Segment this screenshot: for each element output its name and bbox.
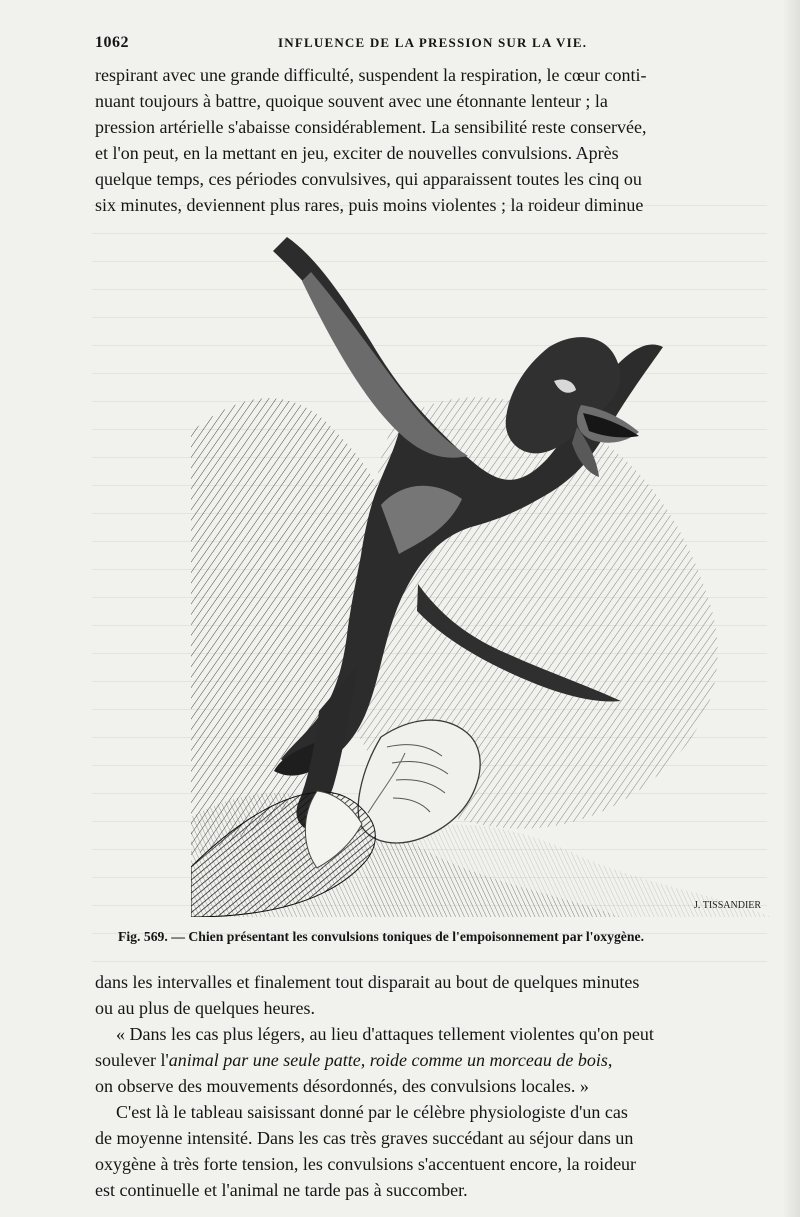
bottom-paragraphs bbox=[95, 969, 760, 1203]
text-line: est continuelle et l'animal ne tarde pas à succomber. bbox=[95, 1180, 468, 1200]
page-number: 1062 bbox=[95, 34, 129, 51]
quote-text-italic: animal par une seule patte, roide comme un morceau de bois bbox=[168, 1050, 608, 1070]
text-line: et l'on peut, en la mettant en jeu, exciter de nouvelles convulsions. Après bbox=[95, 143, 619, 163]
text-line: nuant toujours à battre, quoique souvent avec une étonnante lenteur ; la bbox=[95, 91, 608, 111]
text-line: oxygène à très forte tension, les convulsions s'accentuent encore, la roideur bbox=[95, 1154, 637, 1174]
artist-signature: J. TISSANDIER bbox=[694, 900, 762, 911]
text-line: quelque temps, ces périodes convulsives, qui apparaissent toutes les cinq ou bbox=[95, 169, 642, 189]
text-line: six minutes, deviennent plus rares, puis moins violentes ; la roideur diminue bbox=[95, 195, 644, 215]
top-paragraph bbox=[95, 62, 760, 218]
text-line: dans les intervalles et finalement tout disparait au bout de quelques minutes bbox=[95, 972, 640, 992]
figure-caption: Fig. 569. — Chien présentant les convulsions toniques de l'empoisonnement par l'oxygène. bbox=[118, 929, 644, 944]
quote-punctuation: , bbox=[607, 1050, 613, 1070]
quote-line: « Dans les cas plus légers, au lieu d'attaques tellement violentes qu'on peut bbox=[116, 1024, 654, 1044]
quote-text-roman: soulever l' bbox=[95, 1050, 169, 1070]
text-line: ou au plus de quelques heures. bbox=[95, 998, 315, 1018]
text-line: respirant avec une grande difficulté, suspendent la respiration, le cœur conti- bbox=[95, 65, 647, 85]
running-title: INFLUENCE DE LA PRESSION SUR LA VIE. bbox=[278, 35, 588, 50]
quote-line: on observe des mouvements désordonnés, des convulsions locales. » bbox=[95, 1076, 589, 1096]
text-line: de moyenne intensité. Dans les cas très graves succédant au séjour dans un bbox=[95, 1128, 634, 1148]
running-head bbox=[95, 34, 760, 54]
dog-engraving-illustration bbox=[191, 227, 771, 917]
text-line: C'est là le tableau saisissant donné par le célèbre physiologiste d'un cas bbox=[116, 1102, 628, 1122]
page-edge-shadow bbox=[782, 0, 800, 1217]
quote-line-mixed-style bbox=[95, 1047, 760, 1073]
text-line: pression artérielle s'abaisse considérablement. La sensibilité reste conservée, bbox=[95, 117, 647, 137]
engraving-figure bbox=[191, 227, 771, 917]
